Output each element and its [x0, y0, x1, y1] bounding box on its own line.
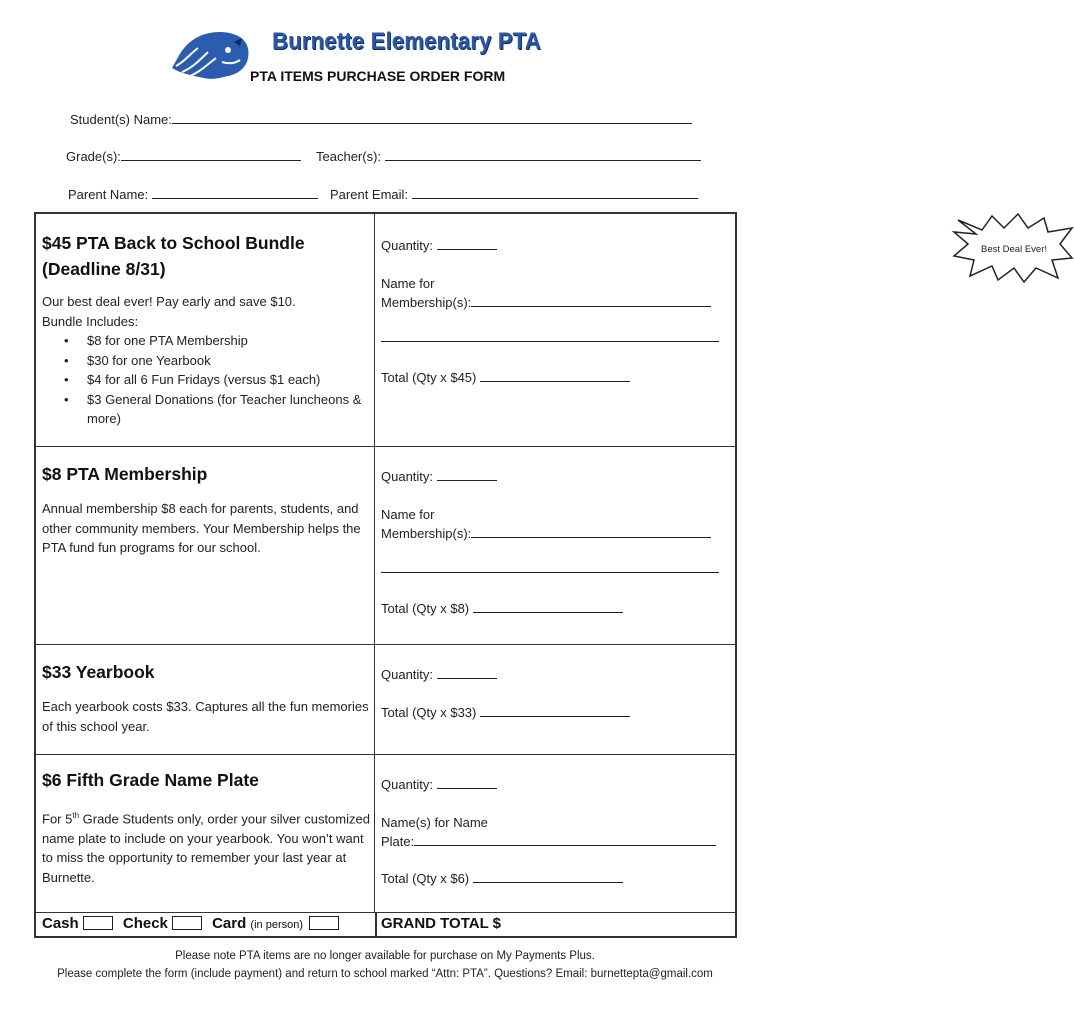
bundle-name-label-line1: Name for — [381, 276, 435, 291]
membership-quantity-row — [381, 467, 497, 487]
form-title: PTA ITEMS PURCHASE ORDER FORM — [250, 68, 506, 84]
parent-email-field[interactable] — [412, 185, 698, 199]
students-name-row — [70, 110, 692, 127]
bundle-includes-label: Bundle Includes: — [42, 313, 139, 329]
bundle-bullet: • $3 General Donations (for Teacher luncheons & more) — [42, 390, 372, 429]
membership-total-label: Total (Qty x $8) — [381, 601, 470, 616]
nameplate-order-cell — [375, 755, 735, 912]
teachers-row — [316, 147, 701, 164]
bundle-description — [42, 292, 372, 429]
membership-total-field[interactable] — [473, 599, 623, 613]
nameplate-desc-pre: For 5 — [42, 811, 73, 827]
best-deal-starburst-badge — [952, 214, 1074, 282]
bundle-memberships-row — [381, 293, 711, 313]
bundle-bullet: • $4 for all 6 Fun Fridays (versus $1 each) — [42, 370, 372, 390]
bundle-title-line1: $45 PTA Back to School Bundle — [42, 233, 305, 253]
bundle-quantity-field[interactable] — [437, 236, 497, 250]
teachers-field[interactable] — [385, 147, 701, 161]
form-header — [0, 0, 770, 100]
membership-quantity-field[interactable] — [437, 467, 497, 481]
nameplate-description — [42, 806, 372, 887]
bundle-intro: Our best deal ever! Pay early and save $10. — [42, 294, 296, 309]
bundle-memberships-field[interactable] — [471, 293, 711, 307]
check-label: Check — [122, 915, 168, 932]
nameplate-total-field[interactable] — [473, 869, 623, 883]
membership-order-cell — [375, 447, 735, 644]
membership-description-cell — [36, 447, 375, 644]
grand-total-label: GRAND TOTAL $ — [381, 915, 502, 932]
bundle-title-line2: (Deadline 8/31) — [42, 259, 166, 279]
yearbook-total-row — [381, 703, 630, 723]
bundle-total-row — [381, 368, 630, 388]
bundle-bullet: • $8 for one PTA Membership — [42, 331, 372, 351]
bundle-row — [36, 214, 1047, 447]
students-name-label: Student(s) Name: — [70, 112, 172, 127]
yearbook-total-label: Total (Qty x $33) — [381, 705, 477, 720]
card-checkbox[interactable] — [309, 916, 339, 930]
card-label: Card — [212, 915, 247, 932]
yearbook-quantity-field[interactable] — [437, 665, 497, 679]
nameplate-plate-row — [381, 832, 716, 852]
footer-note-line1: Please note PTA items are no longer available for purchase on My Payments Plus. — [175, 950, 595, 962]
membership-memberships-field[interactable] — [471, 524, 711, 538]
parent-name-field[interactable] — [152, 185, 318, 199]
payment-row — [36, 913, 735, 936]
payment-divider — [375, 913, 377, 936]
grades-row — [66, 147, 301, 164]
nameplate-plate-label: Plate: — [381, 834, 415, 849]
nameplate-plate-field[interactable] — [414, 832, 716, 846]
membership-description: Annual membership $8 each for parents, students, and other community members. Your Membership helps the PTA fund fun programs for our school. — [42, 501, 361, 555]
membership-total-row — [381, 599, 623, 619]
nameplate-desc-sup: th — [72, 811, 80, 820]
bundle-quantity-label: Quantity: — [381, 238, 434, 253]
bundle-description-cell — [36, 214, 375, 446]
school-brand-name: Burnette Elementary PTA — [272, 28, 541, 55]
yearbook-row — [36, 645, 735, 755]
parent-name-row — [68, 185, 318, 202]
membership-memberships-label: Membership(s): — [381, 526, 472, 541]
membership-memberships-row — [381, 524, 711, 544]
parent-email-label: Parent Email: — [330, 187, 409, 202]
bundle-total-field[interactable] — [480, 368, 630, 382]
students-name-field[interactable] — [172, 110, 692, 124]
bundle-memberships-field-2[interactable] — [381, 328, 719, 342]
cash-label: Cash — [42, 915, 79, 932]
cash-checkbox[interactable] — [83, 916, 113, 930]
membership-memberships-field-2[interactable] — [381, 559, 719, 573]
membership-name-label-line1: Name for — [381, 507, 435, 522]
nameplate-title: $6 Fifth Grade Name Plate — [42, 770, 259, 790]
nameplate-quantity-field[interactable] — [437, 775, 497, 789]
nameplate-desc-post: Grade Students only, order your silver customized name plate to include on your yearbook. You won’t want to miss the opportunity to remember your last year at Burnette. — [42, 811, 370, 885]
nameplate-total-label: Total (Qty x $6) — [381, 871, 470, 886]
nameplate-names-label-line1: Name(s) for Name — [381, 815, 488, 830]
yearbook-order-cell — [375, 645, 735, 754]
best-deal-badge-text: Best Deal Ever! — [981, 244, 1047, 255]
teachers-label: Teacher(s): — [316, 149, 382, 164]
bundle-memberships-extra-row — [381, 328, 719, 348]
nameplate-quantity-label: Quantity: — [381, 777, 434, 792]
bundle-title — [42, 230, 305, 282]
card-note: (in person) — [250, 919, 303, 931]
bundle-bullet: • $30 for one Yearbook — [42, 351, 372, 371]
grades-field[interactable] — [121, 147, 301, 161]
parent-name-label: Parent Name: — [68, 187, 149, 202]
bundle-total-label: Total (Qty x $45) — [381, 370, 477, 385]
check-checkbox[interactable] — [172, 916, 202, 930]
membership-memberships-extra-row — [381, 559, 719, 579]
membership-title: $8 PTA Membership — [42, 464, 208, 484]
footer-note-line2: Please complete the form (include payment) and return to school marked “Attn: PTA”. Questions? Email: burnettepta@gmail.com — [57, 968, 713, 980]
payment-methods — [42, 915, 345, 932]
membership-quantity-label: Quantity: — [381, 469, 434, 484]
bundle-order-cell — [375, 214, 1047, 446]
nameplate-description-cell — [36, 755, 375, 912]
nameplate-total-row — [381, 869, 623, 889]
yearbook-description: Each yearbook costs $33. Captures all the fun memories of this school year. — [42, 699, 369, 734]
parent-email-row — [330, 185, 698, 202]
yearbook-title: $33 Yearbook — [42, 662, 155, 682]
yearbook-total-field[interactable] — [480, 703, 630, 717]
lion-mascot-logo — [168, 28, 252, 82]
grades-label: Grade(s): — [66, 149, 121, 164]
nameplate-quantity-row — [381, 775, 497, 795]
bundle-includes-list — [42, 331, 372, 429]
bundle-quantity-row — [381, 236, 497, 256]
bundle-memberships-label: Membership(s): — [381, 295, 472, 310]
yearbook-quantity-label: Quantity: — [381, 667, 434, 682]
yearbook-quantity-row — [381, 665, 497, 685]
membership-row — [36, 447, 735, 645]
nameplate-row — [36, 755, 735, 913]
yearbook-description-cell — [36, 645, 375, 754]
order-table — [34, 212, 1047, 938]
